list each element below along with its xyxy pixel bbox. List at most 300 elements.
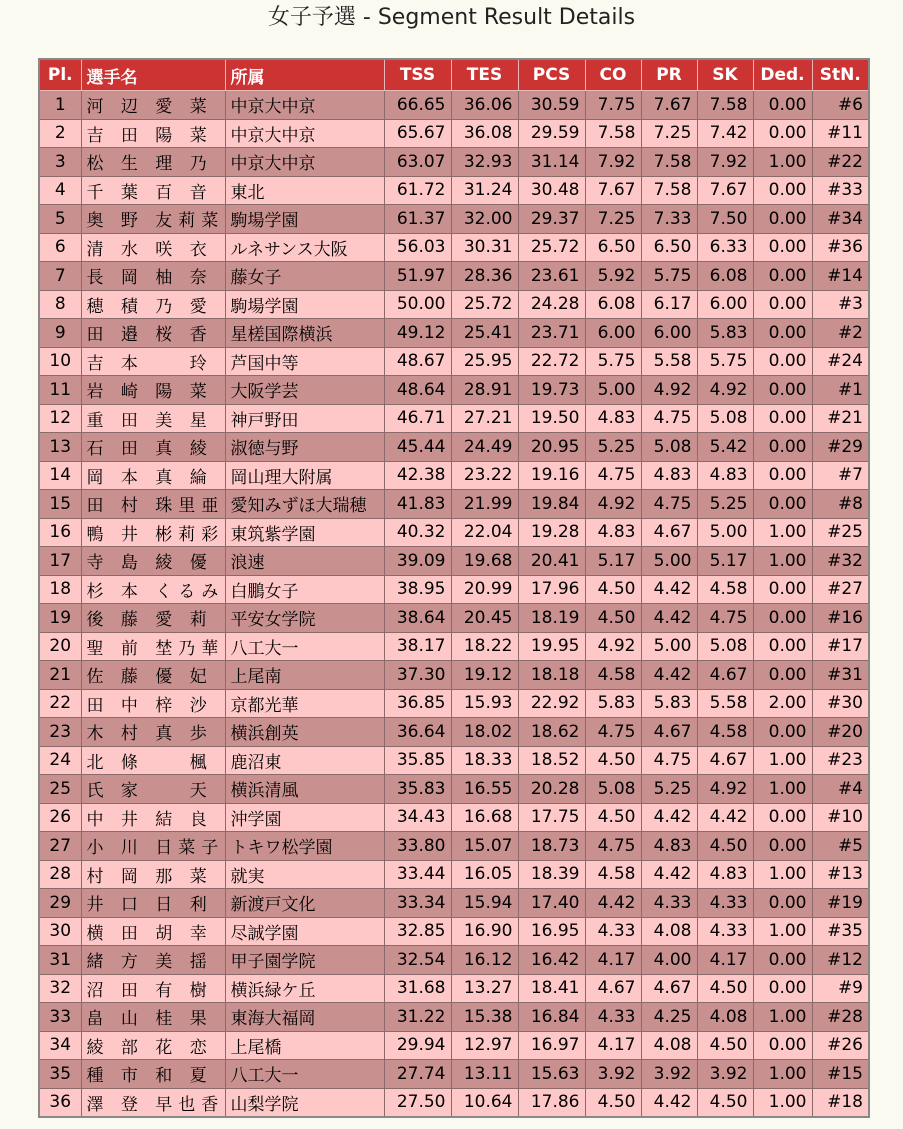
cell-club: 尽誠学園 xyxy=(225,917,384,946)
cell-pr: 6.00 xyxy=(641,319,697,348)
cell-sk: 4.33 xyxy=(697,889,753,918)
cell-tss: 32.85 xyxy=(384,917,451,946)
cell-start-number: #33 xyxy=(812,176,869,205)
cell-tes: 16.90 xyxy=(451,917,518,946)
cell-sk: 4.17 xyxy=(697,946,753,975)
cell-pr: 7.33 xyxy=(641,205,697,234)
cell-start-number: #28 xyxy=(812,1003,869,1032)
col-header-tes[interactable]: TES xyxy=(451,59,518,91)
cell-pr: 4.42 xyxy=(641,661,697,690)
table-row xyxy=(39,1088,869,1117)
cell-co: 4.75 xyxy=(585,461,641,490)
cell-start-number: #35 xyxy=(812,917,869,946)
cell-tes: 36.08 xyxy=(451,119,518,148)
table-row xyxy=(39,1060,869,1089)
cell-sk: 6.00 xyxy=(697,290,753,319)
cell-deductions: 1.00 xyxy=(753,1060,812,1089)
cell-club: 就実 xyxy=(225,860,384,889)
cell-deductions: 0.00 xyxy=(753,319,812,348)
cell-start-number: #6 xyxy=(812,91,869,120)
cell-pr: 5.25 xyxy=(641,775,697,804)
col-header-club[interactable]: 所属 xyxy=(225,59,384,91)
cell-skater-name: 清 水 咲 衣 xyxy=(81,233,225,262)
cell-pcs: 22.72 xyxy=(518,347,585,376)
cell-co: 4.33 xyxy=(585,1003,641,1032)
cell-place: 2 xyxy=(39,119,81,148)
cell-pcs: 18.73 xyxy=(518,832,585,861)
cell-club: 八工大一 xyxy=(225,1060,384,1089)
cell-tes: 20.99 xyxy=(451,575,518,604)
cell-start-number: #34 xyxy=(812,205,869,234)
cell-start-number: #7 xyxy=(812,461,869,490)
cell-pr: 5.83 xyxy=(641,689,697,718)
cell-deductions: 0.00 xyxy=(753,205,812,234)
cell-pcs: 20.41 xyxy=(518,547,585,576)
cell-sk: 4.58 xyxy=(697,718,753,747)
cell-place: 23 xyxy=(39,718,81,747)
cell-pcs: 17.75 xyxy=(518,803,585,832)
cell-tes: 10.64 xyxy=(451,1088,518,1117)
cell-place: 15 xyxy=(39,490,81,519)
cell-club: 駒場学園 xyxy=(225,290,384,319)
cell-sk: 4.58 xyxy=(697,575,753,604)
table-row xyxy=(39,803,869,832)
cell-pcs: 18.39 xyxy=(518,860,585,889)
cell-pcs: 19.50 xyxy=(518,404,585,433)
cell-pcs: 29.37 xyxy=(518,205,585,234)
cell-deductions: 0.00 xyxy=(753,433,812,462)
cell-deductions: 1.00 xyxy=(753,746,812,775)
cell-deductions: 0.00 xyxy=(753,889,812,918)
col-header-co[interactable]: CO xyxy=(585,59,641,91)
cell-start-number: #24 xyxy=(812,347,869,376)
cell-club: 東北 xyxy=(225,176,384,205)
cell-sk: 7.92 xyxy=(697,148,753,177)
cell-start-number: #13 xyxy=(812,860,869,889)
cell-pr: 4.75 xyxy=(641,490,697,519)
cell-tss: 27.50 xyxy=(384,1088,451,1117)
cell-place: 24 xyxy=(39,746,81,775)
cell-pr: 4.42 xyxy=(641,575,697,604)
cell-pcs: 16.42 xyxy=(518,946,585,975)
cell-club: 八工大一 xyxy=(225,632,384,661)
cell-place: 28 xyxy=(39,860,81,889)
cell-club: 横浜創英 xyxy=(225,718,384,747)
cell-place: 32 xyxy=(39,974,81,1003)
cell-deductions: 0.00 xyxy=(753,803,812,832)
cell-pr: 5.58 xyxy=(641,347,697,376)
cell-co: 4.58 xyxy=(585,661,641,690)
cell-start-number: #32 xyxy=(812,547,869,576)
cell-tss: 39.09 xyxy=(384,547,451,576)
cell-co: 4.50 xyxy=(585,746,641,775)
cell-skater-name: 綾 部 花 恋 xyxy=(81,1031,225,1060)
cell-co: 6.50 xyxy=(585,233,641,262)
cell-skater-name: 佐 藤 優 妃 xyxy=(81,661,225,690)
cell-place: 9 xyxy=(39,319,81,348)
cell-co: 4.17 xyxy=(585,946,641,975)
cell-pr: 4.08 xyxy=(641,1031,697,1060)
cell-place: 20 xyxy=(39,632,81,661)
table-row xyxy=(39,547,869,576)
cell-pr: 4.42 xyxy=(641,803,697,832)
table-row xyxy=(39,148,869,177)
cell-tes: 28.91 xyxy=(451,376,518,405)
cell-club: 山梨学院 xyxy=(225,1088,384,1117)
cell-co: 4.50 xyxy=(585,575,641,604)
table-row xyxy=(39,604,869,633)
cell-co: 7.67 xyxy=(585,176,641,205)
table-row xyxy=(39,1003,869,1032)
cell-sk: 5.75 xyxy=(697,347,753,376)
cell-skater-name: 井 口 日 利 xyxy=(81,889,225,918)
cell-skater-name: 重 田 美 星 xyxy=(81,404,225,433)
cell-place: 29 xyxy=(39,889,81,918)
cell-tes: 19.12 xyxy=(451,661,518,690)
cell-start-number: #11 xyxy=(812,119,869,148)
cell-skater-name: 澤 登 早也香 xyxy=(81,1088,225,1117)
cell-deductions: 0.00 xyxy=(753,290,812,319)
cell-pr: 5.00 xyxy=(641,547,697,576)
cell-start-number: #20 xyxy=(812,718,869,747)
cell-start-number: #23 xyxy=(812,746,869,775)
cell-club: 星槎国際横浜 xyxy=(225,319,384,348)
cell-skater-name: 鴨 井 彬莉彩 xyxy=(81,518,225,547)
cell-deductions: 0.00 xyxy=(753,404,812,433)
cell-tes: 32.93 xyxy=(451,148,518,177)
results-table xyxy=(38,58,870,1118)
cell-start-number: #29 xyxy=(812,433,869,462)
cell-start-number: #16 xyxy=(812,604,869,633)
cell-tss: 66.65 xyxy=(384,91,451,120)
cell-tss: 49.12 xyxy=(384,319,451,348)
cell-deductions: 1.00 xyxy=(753,148,812,177)
cell-club: 浪速 xyxy=(225,547,384,576)
cell-deductions: 1.00 xyxy=(753,518,812,547)
cell-club: 中京大中京 xyxy=(225,148,384,177)
cell-sk: 6.08 xyxy=(697,262,753,291)
cell-start-number: #25 xyxy=(812,518,869,547)
cell-tes: 25.41 xyxy=(451,319,518,348)
table-row xyxy=(39,205,869,234)
cell-place: 10 xyxy=(39,347,81,376)
table-row xyxy=(39,404,869,433)
cell-place: 22 xyxy=(39,689,81,718)
col-header-sk[interactable]: SK xyxy=(697,59,753,91)
cell-club: 中京大中京 xyxy=(225,119,384,148)
cell-start-number: #31 xyxy=(812,661,869,690)
cell-start-number: #26 xyxy=(812,1031,869,1060)
table-row xyxy=(39,119,869,148)
cell-co: 4.92 xyxy=(585,490,641,519)
cell-tes: 15.38 xyxy=(451,1003,518,1032)
cell-place: 26 xyxy=(39,803,81,832)
cell-club: トキワ松学園 xyxy=(225,832,384,861)
col-header-deductions[interactable]: Ded. xyxy=(753,59,812,91)
table-row xyxy=(39,262,869,291)
cell-deductions: 1.00 xyxy=(753,917,812,946)
table-row xyxy=(39,718,869,747)
cell-skater-name: 河 辺 愛 菜 xyxy=(81,91,225,120)
cell-co: 4.67 xyxy=(585,974,641,1003)
cell-co: 4.75 xyxy=(585,718,641,747)
cell-tes: 15.93 xyxy=(451,689,518,718)
cell-pcs: 18.62 xyxy=(518,718,585,747)
cell-deductions: 0.00 xyxy=(753,461,812,490)
cell-tes: 18.02 xyxy=(451,718,518,747)
cell-pr: 4.25 xyxy=(641,1003,697,1032)
cell-start-number: #22 xyxy=(812,148,869,177)
cell-tes: 22.04 xyxy=(451,518,518,547)
cell-skater-name: 中 井 結 良 xyxy=(81,803,225,832)
cell-deductions: 1.00 xyxy=(753,1003,812,1032)
cell-place: 18 xyxy=(39,575,81,604)
cell-place: 6 xyxy=(39,233,81,262)
table-row xyxy=(39,347,869,376)
cell-pcs: 23.61 xyxy=(518,262,585,291)
cell-sk: 5.17 xyxy=(697,547,753,576)
cell-pr: 5.00 xyxy=(641,632,697,661)
cell-pcs: 30.48 xyxy=(518,176,585,205)
cell-co: 4.58 xyxy=(585,860,641,889)
cell-sk: 4.08 xyxy=(697,1003,753,1032)
cell-deductions: 1.00 xyxy=(753,775,812,804)
cell-place: 1 xyxy=(39,91,81,120)
cell-pr: 4.75 xyxy=(641,746,697,775)
cell-place: 30 xyxy=(39,917,81,946)
cell-pr: 4.67 xyxy=(641,974,697,1003)
table-row xyxy=(39,832,869,861)
cell-tes: 25.95 xyxy=(451,347,518,376)
cell-tss: 29.94 xyxy=(384,1031,451,1060)
cell-deductions: 1.00 xyxy=(753,860,812,889)
cell-sk: 4.50 xyxy=(697,832,753,861)
cell-tss: 42.38 xyxy=(384,461,451,490)
cell-skater-name: 長 岡 柚 奈 xyxy=(81,262,225,291)
cell-pcs: 18.18 xyxy=(518,661,585,690)
cell-start-number: #12 xyxy=(812,946,869,975)
cell-skater-name: 緒 方 美 揺 xyxy=(81,946,225,975)
col-header-place[interactable]: Pl. xyxy=(39,59,81,91)
cell-deductions: 0.00 xyxy=(753,176,812,205)
table-row xyxy=(39,319,869,348)
col-header-tss[interactable]: TSS xyxy=(384,59,451,91)
cell-pr: 7.67 xyxy=(641,91,697,120)
cell-place: 7 xyxy=(39,262,81,291)
cell-skater-name: 後 藤 愛 莉 xyxy=(81,604,225,633)
cell-pr: 4.75 xyxy=(641,404,697,433)
cell-place: 5 xyxy=(39,205,81,234)
cell-sk: 4.92 xyxy=(697,376,753,405)
cell-tss: 38.17 xyxy=(384,632,451,661)
cell-skater-name: 田 邉 桜 香 xyxy=(81,319,225,348)
cell-sk: 5.08 xyxy=(697,404,753,433)
cell-deductions: 0.00 xyxy=(753,119,812,148)
cell-co: 4.50 xyxy=(585,803,641,832)
cell-tss: 48.67 xyxy=(384,347,451,376)
cell-deductions: 0.00 xyxy=(753,946,812,975)
cell-pcs: 24.28 xyxy=(518,290,585,319)
cell-deductions: 1.00 xyxy=(753,547,812,576)
cell-sk: 5.42 xyxy=(697,433,753,462)
cell-tes: 20.45 xyxy=(451,604,518,633)
cell-tes: 13.27 xyxy=(451,974,518,1003)
cell-deductions: 0.00 xyxy=(753,490,812,519)
cell-skater-name: 松 生 理 乃 xyxy=(81,148,225,177)
cell-skater-name: 横 田 胡 幸 xyxy=(81,917,225,946)
cell-pr: 4.67 xyxy=(641,718,697,747)
cell-place: 33 xyxy=(39,1003,81,1032)
cell-co: 6.00 xyxy=(585,319,641,348)
cell-co: 4.92 xyxy=(585,632,641,661)
cell-tss: 38.64 xyxy=(384,604,451,633)
col-header-name[interactable]: 選手名 xyxy=(81,59,225,91)
cell-tes: 25.72 xyxy=(451,290,518,319)
cell-club: 鹿沼東 xyxy=(225,746,384,775)
cell-skater-name: 種 市 和 夏 xyxy=(81,1060,225,1089)
cell-place: 27 xyxy=(39,832,81,861)
table-row xyxy=(39,632,869,661)
cell-club: 藤女子 xyxy=(225,262,384,291)
header-row xyxy=(39,59,869,91)
cell-pcs: 19.28 xyxy=(518,518,585,547)
cell-co: 4.42 xyxy=(585,889,641,918)
col-header-pr[interactable]: PR xyxy=(641,59,697,91)
table-row xyxy=(39,91,869,120)
cell-deductions: 2.00 xyxy=(753,689,812,718)
cell-skater-name: 木 村 真 歩 xyxy=(81,718,225,747)
cell-start-number: #10 xyxy=(812,803,869,832)
table-row xyxy=(39,661,869,690)
cell-tes: 13.11 xyxy=(451,1060,518,1089)
table-row xyxy=(39,946,869,975)
cell-tss: 48.64 xyxy=(384,376,451,405)
cell-co: 4.33 xyxy=(585,917,641,946)
cell-start-number: #19 xyxy=(812,889,869,918)
cell-skater-name: 吉 本 玲 xyxy=(81,347,225,376)
cell-club: 平安女学院 xyxy=(225,604,384,633)
cell-place: 16 xyxy=(39,518,81,547)
cell-pr: 4.67 xyxy=(641,518,697,547)
cell-tes: 24.49 xyxy=(451,433,518,462)
cell-pr: 4.42 xyxy=(641,604,697,633)
cell-club: 甲子園学院 xyxy=(225,946,384,975)
cell-deductions: 0.00 xyxy=(753,974,812,1003)
cell-start-number: #8 xyxy=(812,490,869,519)
page-title: 女子予選 - Segment Result Details xyxy=(267,5,636,30)
cell-pr: 4.33 xyxy=(641,889,697,918)
cell-tss: 35.83 xyxy=(384,775,451,804)
cell-co: 7.58 xyxy=(585,119,641,148)
cell-tss: 31.22 xyxy=(384,1003,451,1032)
cell-co: 5.92 xyxy=(585,262,641,291)
cell-skater-name: 田 村 珠里亜 xyxy=(81,490,225,519)
cell-tes: 28.36 xyxy=(451,262,518,291)
col-header-start-number[interactable]: StN. xyxy=(812,59,869,91)
cell-pcs: 18.52 xyxy=(518,746,585,775)
cell-tes: 16.55 xyxy=(451,775,518,804)
cell-co: 5.75 xyxy=(585,347,641,376)
cell-co: 5.83 xyxy=(585,689,641,718)
cell-sk: 4.67 xyxy=(697,661,753,690)
cell-co: 6.08 xyxy=(585,290,641,319)
cell-pr: 4.42 xyxy=(641,860,697,889)
cell-start-number: #9 xyxy=(812,974,869,1003)
cell-skater-name: 北 條 楓 xyxy=(81,746,225,775)
cell-co: 5.00 xyxy=(585,376,641,405)
cell-pr: 4.00 xyxy=(641,946,697,975)
cell-club: 上尾橋 xyxy=(225,1031,384,1060)
cell-co: 5.17 xyxy=(585,547,641,576)
cell-pcs: 19.84 xyxy=(518,490,585,519)
cell-place: 31 xyxy=(39,946,81,975)
cell-place: 19 xyxy=(39,604,81,633)
cell-club: 淑徳与野 xyxy=(225,433,384,462)
cell-tss: 33.34 xyxy=(384,889,451,918)
cell-sk: 5.00 xyxy=(697,518,753,547)
cell-sk: 4.50 xyxy=(697,1088,753,1117)
cell-tss: 63.07 xyxy=(384,148,451,177)
cell-pcs: 20.95 xyxy=(518,433,585,462)
cell-club: 沖学園 xyxy=(225,803,384,832)
cell-club: 東海大福岡 xyxy=(225,1003,384,1032)
col-header-pcs[interactable]: PCS xyxy=(518,59,585,91)
cell-start-number: #3 xyxy=(812,290,869,319)
cell-start-number: #4 xyxy=(812,775,869,804)
cell-pcs: 23.71 xyxy=(518,319,585,348)
cell-tss: 61.37 xyxy=(384,205,451,234)
cell-skater-name: 氏 家 天 xyxy=(81,775,225,804)
cell-sk: 4.92 xyxy=(697,775,753,804)
cell-pcs: 31.14 xyxy=(518,148,585,177)
cell-tes: 19.68 xyxy=(451,547,518,576)
cell-sk: 3.92 xyxy=(697,1060,753,1089)
cell-club: 大阪学芸 xyxy=(225,376,384,405)
cell-pcs: 29.59 xyxy=(518,119,585,148)
cell-co: 4.17 xyxy=(585,1031,641,1060)
cell-tss: 35.85 xyxy=(384,746,451,775)
cell-sk: 4.33 xyxy=(697,917,753,946)
cell-tss: 61.72 xyxy=(384,176,451,205)
cell-start-number: #18 xyxy=(812,1088,869,1117)
cell-deductions: 0.00 xyxy=(753,91,812,120)
cell-sk: 4.83 xyxy=(697,860,753,889)
table-row xyxy=(39,461,869,490)
cell-sk: 7.42 xyxy=(697,119,753,148)
cell-pr: 3.92 xyxy=(641,1060,697,1089)
cell-club: 横浜清風 xyxy=(225,775,384,804)
cell-pr: 5.08 xyxy=(641,433,697,462)
cell-place: 14 xyxy=(39,461,81,490)
cell-start-number: #36 xyxy=(812,233,869,262)
table-row xyxy=(39,974,869,1003)
cell-sk: 4.67 xyxy=(697,746,753,775)
cell-pr: 5.75 xyxy=(641,262,697,291)
cell-club: 中京大中京 xyxy=(225,91,384,120)
cell-pr: 7.25 xyxy=(641,119,697,148)
cell-club: 神戸野田 xyxy=(225,404,384,433)
table-row xyxy=(39,233,869,262)
table-row xyxy=(39,689,869,718)
cell-tss: 51.97 xyxy=(384,262,451,291)
cell-tes: 32.00 xyxy=(451,205,518,234)
cell-sk: 7.58 xyxy=(697,91,753,120)
cell-tes: 15.94 xyxy=(451,889,518,918)
cell-pcs: 22.92 xyxy=(518,689,585,718)
cell-tss: 33.44 xyxy=(384,860,451,889)
cell-place: 11 xyxy=(39,376,81,405)
cell-tss: 41.83 xyxy=(384,490,451,519)
